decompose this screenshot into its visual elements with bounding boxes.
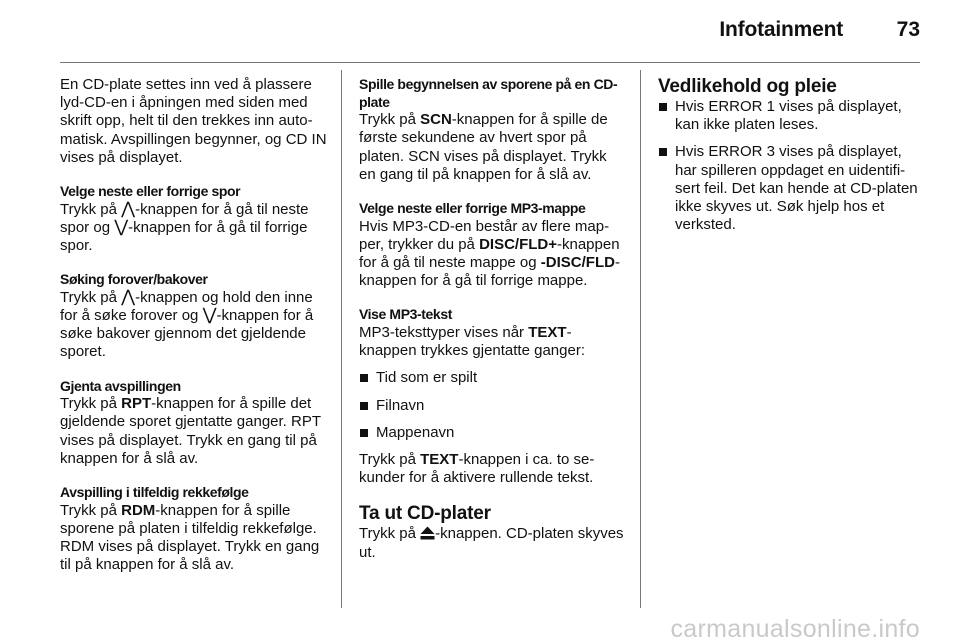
rpt-key-label: RPT (121, 395, 152, 413)
up-arrow-icon: ⋀ (121, 286, 136, 306)
down-arrow-icon: ⋁ (114, 216, 129, 236)
paragraph-mp3-folder: Hvis MP3-CD-en består av flere mapper, trykker du på DISC/FLD+-knappen for å gå til neste mappe og -DISC/FLD-knappen for å gå til forrige mappe. (359, 217, 620, 290)
heading-mp3-text: Vise MP3-tekst (359, 306, 452, 323)
disc-fld-minus-key-label: -DISC/FLD (540, 254, 615, 271)
heading-search: Søking forover/bakover (60, 271, 208, 288)
column-divider (640, 70, 641, 608)
rdm-key-label: RDM (121, 501, 156, 519)
paragraph-repeat: Trykk på RPT-knappen for å spille det gjeldende sporet gjentatte ganger. RPT vises på displayet. Trykk en gang til på knappen for å slå av. (60, 395, 321, 467)
text-key-label: TEXT (420, 451, 459, 469)
list-item: Hvis ERROR 3 vises på displayet, har spilleren oppdaget en uidentifisert feil. Det kan hende at CD-platen ikke skyves ut. Søk hjelp hos et verksted. (658, 143, 923, 234)
heading-next-prev-track: Velge neste eller forrige spor (60, 183, 241, 200)
paragraph-scroll-text: Trykk på TEXT-knappen i ca. to sekunder for å aktivere rullende tekst. (359, 451, 595, 487)
section-title: Infotainment (719, 18, 843, 41)
header-divider (60, 62, 920, 63)
column-right (658, 76, 923, 246)
scn-key-label: SCN (420, 111, 452, 129)
column-divider (341, 70, 342, 608)
paragraph-eject: Trykk på -knappen. CD-platen skyves ut. (359, 525, 624, 561)
maintenance-list (658, 98, 923, 234)
paragraph-search: Trykk på ⋀-knappen og hold den inne for å søke forover og ⋁-knappen for å søke bakover gjennom det gjeldende sporet. (60, 286, 314, 361)
intro-paragraph: En CD-plate settes inn ved å plassere lyd-CD-en i åpningen med siden med skrift opp, helt til den trekkes inn automatisk. Avspillingen begynner, og CD IN vises på displayet. (60, 76, 327, 166)
down-arrow-icon: ⋁ (202, 305, 217, 325)
column-middle (359, 76, 625, 578)
text-key-label: TEXT (528, 324, 567, 341)
list-item: Hvis ERROR 1 vises på displayet, kan ikke platen leses. (658, 98, 923, 134)
paragraph-scan: Trykk på SCN-knappen for å spille de første sekundene av hvert spor på platen. SCN vises på displayet. Trykk en gang til på knappen for å slå av. (359, 111, 608, 183)
list-item: Filnavn (359, 397, 625, 415)
heading-random: Avspilling i tilfeldig rekkefølge (60, 484, 249, 501)
heading-maintenance: Vedlikehold og pleie (658, 76, 837, 97)
heading-mp3-folder: Velge neste eller forrige MP3-mappe (359, 200, 586, 216)
paragraph-next-prev-track: Trykk på ⋀-knappen for å gå til neste spor og ⋁-knappen for å gå til forrige spor. (60, 198, 309, 255)
disc-fld-plus-key-label: DISC/FLD+ (479, 235, 557, 253)
list-item: Mappenavn (359, 424, 625, 442)
page-number: 73 (896, 18, 920, 41)
heading-repeat: Gjenta avspillingen (60, 377, 181, 394)
paragraph-mp3-text: MP3-teksttyper vises når TEXT-knappen trykkes gjentatte ganger: (359, 324, 585, 360)
eject-icon (420, 526, 435, 540)
up-arrow-icon: ⋀ (121, 198, 136, 218)
list-item: Tid som er spilt (359, 369, 625, 387)
column-left (60, 76, 328, 590)
paragraph-random: Trykk på RDM-knappen for å spille sporene på platen i tilfeldig rekkefølge. RDM vises på displayet. Trykk en gang til på knappen for å slå av. (60, 501, 320, 574)
heading-eject: Ta ut CD-plater (359, 503, 491, 525)
mp3-text-type-list (359, 369, 625, 442)
watermark: carmanualsonline.info (670, 615, 920, 643)
heading-scan: Spille begynnelsen av sporene på en CD-plate (359, 76, 618, 110)
